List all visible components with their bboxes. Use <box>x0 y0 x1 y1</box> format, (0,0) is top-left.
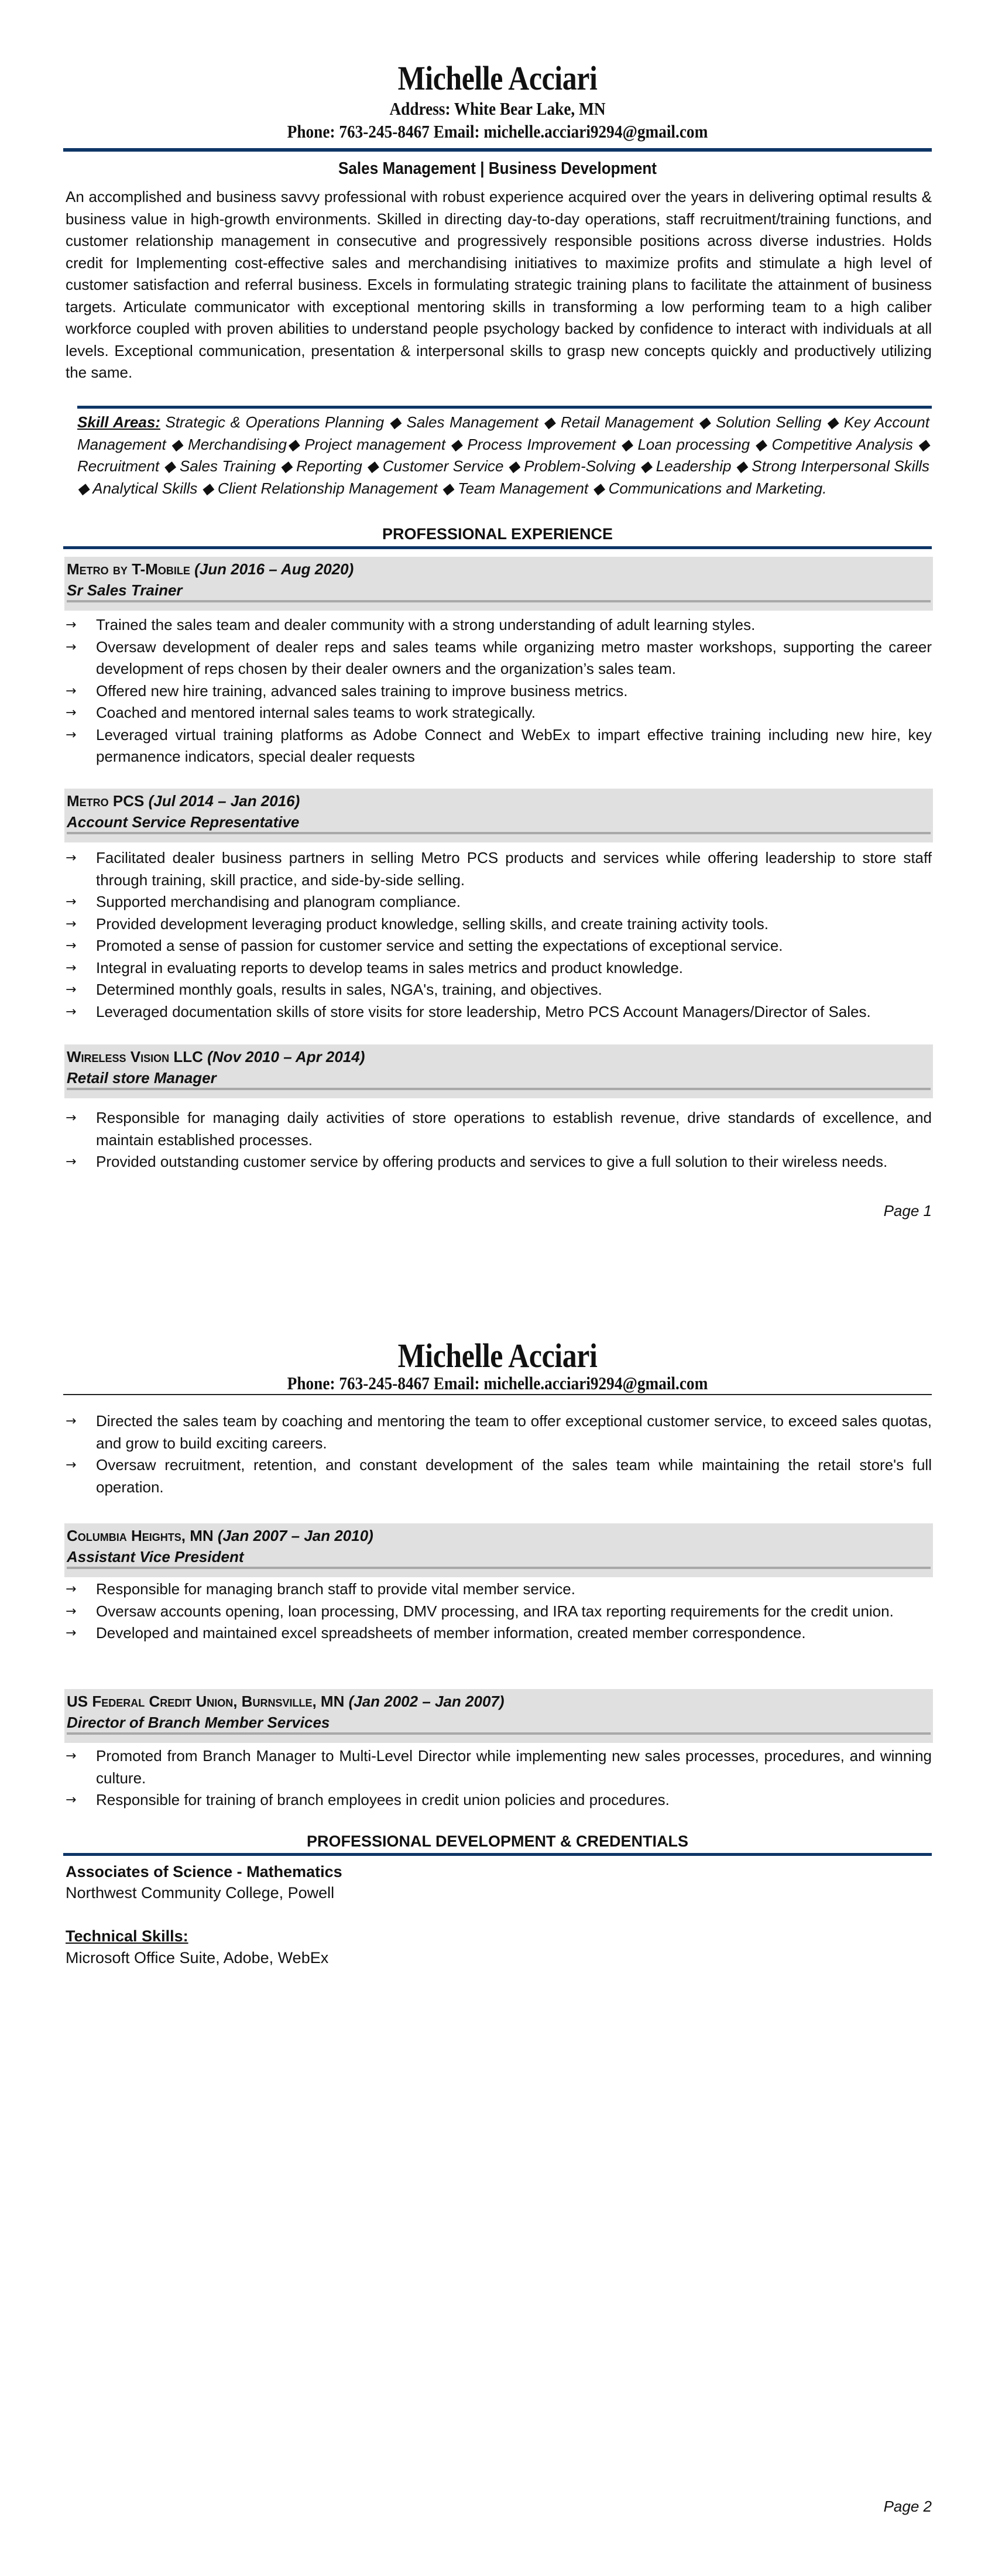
job-company <box>67 1527 373 1545</box>
list-item: → Trained the sales team and dealer community with a strong understanding of adult learning styles. <box>66 614 932 636</box>
list-item: → Responsible for training of branch employees in credit union policies and procedures. <box>66 1789 932 1811</box>
right-arrow-icon: → <box>66 916 77 931</box>
right-arrow-icon: → <box>66 895 77 909</box>
job-company <box>67 1048 365 1066</box>
list-item: → Promoted from Branch Manager to Multi-Level Director while implementing new sales processes, procedures, and winning culture. <box>66 1745 932 1789</box>
job-dates: (Nov 2010 – Apr 2014) <box>207 1048 365 1066</box>
job-title: Retail store Manager <box>67 1069 217 1087</box>
job-dates: (Jan 2002 – Jan 2007) <box>348 1693 505 1710</box>
list-item: → Oversaw accounts opening, loan processing, DMV processing, and IRA tax reporting requirements for the credit union. <box>66 1601 932 1623</box>
right-arrow-icon: → <box>66 1414 77 1429</box>
job-company <box>67 560 354 578</box>
job-title: Assistant Vice President <box>67 1548 244 1566</box>
right-arrow-icon: → <box>66 1155 77 1169</box>
list-item: → Supported merchandising and planogram compliance. <box>66 891 932 913</box>
job-title: Account Service Representative <box>67 813 300 831</box>
job-header-wireless-vision <box>64 1044 933 1098</box>
right-arrow-icon: → <box>66 851 77 865</box>
resume-page-2 <box>0 1288 995 2576</box>
job-header-bar <box>67 1567 931 1569</box>
job-header-bar <box>67 1088 931 1090</box>
right-arrow-icon: → <box>66 618 77 632</box>
right-arrow-icon: → <box>66 705 77 720</box>
job-bullets-metro-pcs <box>66 847 932 1023</box>
company-name: US Federal Credit Union, Burnsville, MN <box>67 1693 345 1710</box>
company-name: Columbia Heights, MN <box>67 1527 214 1544</box>
right-arrow-icon: → <box>66 1458 77 1472</box>
job-header-bar <box>67 600 931 602</box>
header-divider <box>63 148 932 152</box>
right-arrow-icon: → <box>66 938 77 953</box>
skill-areas-list: Strategic & Operations Planning ◆ Sales Management ◆ Retail Management ◆ Solution Selling ◆ Key Account Management ◆ Merchandising◆ Project management ◆ Process Improvement ◆ Loan processing ◆ Competitive Analysis ◆ Recruitment ◆ Sales Training ◆ Reporting ◆ Customer Service ◆ Problem-Solving ◆ Leadership ◆ Strong Interpersonal Skills ◆ Analytical Skills ◆ Client Relationship Management ◆ Team Management ◆ Communications and Marketing. <box>77 413 929 497</box>
header-divider <box>63 1394 932 1395</box>
credentials-heading: PROFESSIONAL DEVELOPMENT & CREDENTIALS <box>306 1832 689 1850</box>
job-dates: (Jun 2016 – Aug 2020) <box>194 560 354 578</box>
right-arrow-icon: → <box>66 1111 77 1125</box>
list-item: → Coached and mentored internal sales teams to work strategically. <box>66 702 932 724</box>
list-item: → Leveraged virtual training platforms as Adobe Connect and WebEx to impart effective training including new hire, key permanence indicators, special dealer requests <box>66 724 932 768</box>
technical-skills-label: Technical Skills: <box>66 1927 188 1945</box>
credentials-divider <box>63 1853 932 1856</box>
list-item: → Leveraged documentation skills of store visits for store leadership, Metro PCS Account Managers/Director of Sales. <box>66 1001 932 1023</box>
job-bullets-columbia-heights <box>66 1578 932 1645</box>
job-dates: (Jan 2007 – Jan 2010) <box>217 1527 373 1544</box>
tagline: Sales Management | Business Development <box>338 159 657 178</box>
right-arrow-icon: → <box>66 683 77 698</box>
list-item: → Developed and maintained excel spreadsheets of member information, created member correspondence. <box>66 1622 932 1645</box>
right-arrow-icon: → <box>66 727 77 742</box>
job-header-bar <box>67 1732 931 1735</box>
professional-summary: An accomplished and business savvy professional with robust experience acquired over the years in delivering optimal results & business value in high-growth environments. Skilled in directing day-to-day operations, staff recruitment/training functions, and customer relationship management in consecutive and progressively responsible positions across diverse industries. Holds credit for Implementing cost-effective sales and merchandising initiatives to maximize profits and stimulate a high level of customer satisfaction and referral business. Excels in formulating strategic training plans to facilitate the attainment of business targets. Articulate communicator with exceptional mentoring skills in transforming a low performing team to a high caliber workforce coupled with proven abilities to understand people psychology backed by confidence to interact with individuals at all levels. Exceptional communication, presentation & interpersonal skills to grasp new concepts quickly and productively utilizing the same. <box>66 188 932 381</box>
company-name: Metro by T-Mobile <box>67 560 190 578</box>
list-item: → Oversaw recruitment, retention, and constant development of the sales team while maintaining the retail store's full operation. <box>66 1454 932 1498</box>
job-bullets-wireless-vision <box>66 1107 932 1173</box>
experience-divider <box>63 546 932 549</box>
right-arrow-icon: → <box>66 1004 77 1019</box>
list-item: → Offered new hire training, advanced sales training to improve business metrics. <box>66 680 932 703</box>
school: Northwest Community College, Powell <box>66 1884 335 1902</box>
job-bullets-metro-tmobile <box>66 614 932 768</box>
continued-job-bullets <box>66 1410 932 1498</box>
address-line: Address: White Bear Lake, MN <box>389 98 606 119</box>
job-bullets-us-federal-credit-union <box>66 1745 932 1811</box>
job-title: Sr Sales Trainer <box>67 581 183 599</box>
job-header-bar <box>67 832 931 834</box>
contact-line: Phone: 763-245-8467 Email: michelle.acciari9294@gmail.com <box>287 121 708 142</box>
job-dates: (Jul 2014 – Jan 2016) <box>148 792 300 810</box>
list-item: → Determined monthly goals, results in sales, NGA's, training, and objectives. <box>66 979 932 1001</box>
candidate-name: Michelle Acciari <box>397 1337 598 1375</box>
list-item: → Directed the sales team by coaching and mentoring the team to offer exceptional customer service, to exceed sales quotas, and grow to build exciting careers. <box>66 1410 932 1454</box>
contact-line: Phone: 763-245-8467 Email: michelle.acciari9294@gmail.com <box>287 1373 708 1393</box>
candidate-name: Michelle Acciari <box>397 59 598 97</box>
company-name: Wireless Vision LLC <box>67 1048 203 1066</box>
right-arrow-icon: → <box>66 1749 77 1763</box>
list-item: → Provided development leveraging product knowledge, selling skills, and create training activity tools. <box>66 913 932 936</box>
job-header-metro-tmobile <box>64 557 933 611</box>
job-title: Director of Branch Member Services <box>67 1714 330 1731</box>
company-name: Metro PCS <box>67 792 145 810</box>
list-item: → Responsible for managing daily activities of store operations to establish revenue, drive standards of excellence, and maintain established processes. <box>66 1107 932 1151</box>
right-arrow-icon: → <box>66 1793 77 1807</box>
degree: Associates of Science - Mathematics <box>66 1863 342 1880</box>
right-arrow-icon: → <box>66 639 77 655</box>
list-item: → Responsible for managing branch staff to provide vital member service. <box>66 1578 932 1601</box>
list-item: → Integral in evaluating reports to develop teams in sales metrics and product knowledge. <box>66 957 932 979</box>
right-arrow-icon: → <box>66 960 77 975</box>
list-item: → Provided outstanding customer service by offering products and services to give a full solution to their wireless needs. <box>66 1151 932 1173</box>
skill-areas <box>77 412 929 499</box>
technical-skills-value: Microsoft Office Suite, Adobe, WebEx <box>66 1949 329 1967</box>
job-header-us-federal-credit-union <box>64 1689 933 1743</box>
experience-heading: PROFESSIONAL EXPERIENCE <box>382 525 613 543</box>
page-number: Page 2 <box>883 2498 932 2515</box>
skill-areas-label: Skill Areas: <box>77 413 160 431</box>
job-header-columbia-heights <box>64 1523 933 1577</box>
right-arrow-icon: → <box>66 1626 77 1640</box>
right-arrow-icon: → <box>66 982 77 997</box>
job-header-metro-pcs <box>64 789 933 842</box>
list-item: → Promoted a sense of passion for customer service and setting the expectations of exceptional service. <box>66 935 932 957</box>
job-company <box>67 792 300 810</box>
right-arrow-icon: → <box>66 1604 77 1619</box>
list-item: → Facilitated dealer business partners in selling Metro PCS products and services while offering leadership to store staff through training, skill practice, and side-by-side selling. <box>66 847 932 891</box>
job-company <box>67 1693 505 1711</box>
right-arrow-icon: → <box>66 1582 77 1597</box>
list-item: → Oversaw development of dealer reps and sales teams while organizing metro master workshops, supporting the career development of reps chosen by their dealer owners and the organization’s sales team. <box>66 636 932 680</box>
page-number: Page 1 <box>883 1202 932 1220</box>
skills-divider <box>77 406 932 409</box>
